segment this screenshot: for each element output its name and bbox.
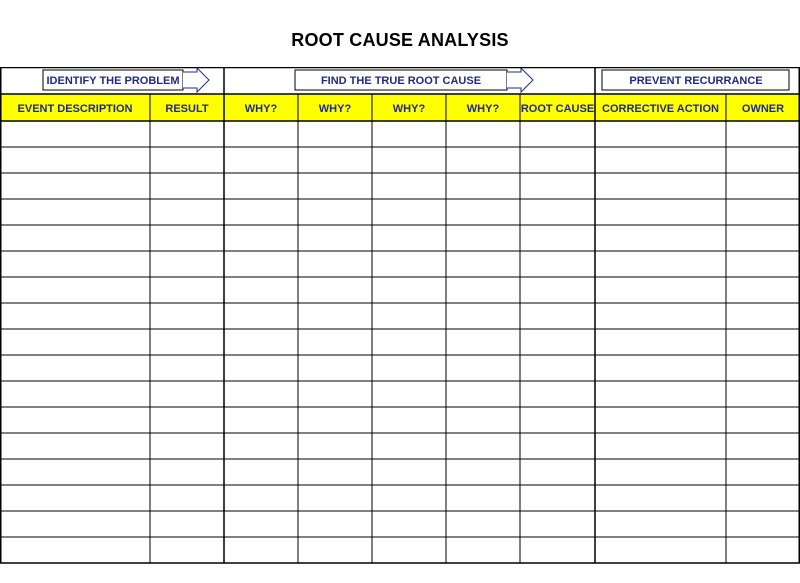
- table-cell[interactable]: [521, 408, 594, 432]
- column-header-why: WHY?: [466, 103, 500, 115]
- table-cell[interactable]: [225, 278, 297, 302]
- table-cell[interactable]: [225, 408, 297, 432]
- table-cell[interactable]: [373, 278, 445, 302]
- table-cell[interactable]: [521, 538, 594, 562]
- table-cell[interactable]: [596, 460, 725, 484]
- table-cell[interactable]: [151, 434, 223, 458]
- table-cell[interactable]: [373, 148, 445, 172]
- table-cell[interactable]: [373, 382, 445, 406]
- table-cell[interactable]: [447, 122, 519, 146]
- table-cell[interactable]: [1, 278, 149, 302]
- grid-lines: [0, 67, 800, 563]
- table-cell[interactable]: [225, 356, 297, 380]
- table-cell[interactable]: [727, 512, 799, 536]
- table-cell[interactable]: [151, 304, 223, 328]
- table-cell[interactable]: [596, 356, 725, 380]
- table-cell[interactable]: [727, 226, 799, 250]
- table-cell[interactable]: [1, 512, 149, 536]
- table-cell[interactable]: [447, 330, 519, 354]
- table-cell[interactable]: [447, 486, 519, 510]
- column-header-result: RESULT: [165, 103, 209, 115]
- table-cell[interactable]: [447, 382, 519, 406]
- phase-label-prevent: PREVENT RECURRANCE: [629, 75, 763, 87]
- table-cell[interactable]: [299, 200, 371, 224]
- table-cell[interactable]: [521, 330, 594, 354]
- table-cell[interactable]: [299, 122, 371, 146]
- table-cell[interactable]: [373, 252, 445, 276]
- table-cell[interactable]: [727, 330, 799, 354]
- table-cell[interactable]: [225, 538, 297, 562]
- table-cell[interactable]: [373, 226, 445, 250]
- column-header-why: WHY?: [318, 103, 352, 115]
- table-cell[interactable]: [1, 330, 149, 354]
- table-cell[interactable]: [299, 174, 371, 198]
- table-cell[interactable]: [521, 512, 594, 536]
- table-cell[interactable]: [727, 408, 799, 432]
- table-cell[interactable]: [727, 434, 799, 458]
- table-cell[interactable]: [727, 252, 799, 276]
- table-cell[interactable]: [1, 226, 149, 250]
- table-cell[interactable]: [299, 512, 371, 536]
- table-cell[interactable]: [225, 434, 297, 458]
- table-cell[interactable]: [596, 122, 725, 146]
- table-cell[interactable]: [1, 252, 149, 276]
- phase-label-identify: IDENTIFY THE PROBLEM: [46, 75, 180, 87]
- table-cell[interactable]: [1, 460, 149, 484]
- table-cell[interactable]: [447, 460, 519, 484]
- table-cell[interactable]: [299, 148, 371, 172]
- table-cell[interactable]: [596, 148, 725, 172]
- table-cell[interactable]: [299, 382, 371, 406]
- table-cell[interactable]: [521, 304, 594, 328]
- page-title: ROOT CAUSE ANALYSIS: [291, 30, 509, 50]
- table-cell[interactable]: [373, 304, 445, 328]
- table-cell[interactable]: [1, 356, 149, 380]
- table-cell[interactable]: [299, 486, 371, 510]
- table-cell[interactable]: [373, 460, 445, 484]
- table-cell[interactable]: [151, 226, 223, 250]
- table-cell[interactable]: [447, 252, 519, 276]
- table-cell[interactable]: [151, 460, 223, 484]
- table-cell[interactable]: [1, 434, 149, 458]
- table-cell[interactable]: [151, 252, 223, 276]
- column-header-why: WHY?: [392, 103, 426, 115]
- table-cell[interactable]: [521, 434, 594, 458]
- phase-label-find: FIND THE TRUE ROOT CAUSE: [320, 75, 482, 87]
- table-cell[interactable]: [447, 512, 519, 536]
- table-cell[interactable]: [299, 252, 371, 276]
- table-cell[interactable]: [596, 226, 725, 250]
- table-cell[interactable]: [299, 356, 371, 380]
- table-cell[interactable]: [596, 278, 725, 302]
- column-header-corrective-action: CORRECTIVE ACTION: [602, 103, 719, 115]
- table-cell[interactable]: [299, 304, 371, 328]
- table-cell[interactable]: [727, 174, 799, 198]
- arrow-right-icon: [507, 68, 533, 92]
- table-cell[interactable]: [151, 408, 223, 432]
- table-cell[interactable]: [521, 278, 594, 302]
- table-cell[interactable]: [151, 382, 223, 406]
- table-cell[interactable]: [151, 356, 223, 380]
- table-cell[interactable]: [727, 278, 799, 302]
- table-cell[interactable]: [521, 148, 594, 172]
- table-cell[interactable]: [727, 122, 799, 146]
- table-cell[interactable]: [225, 148, 297, 172]
- table-cell[interactable]: [299, 434, 371, 458]
- table-cell[interactable]: [596, 486, 725, 510]
- table-cell[interactable]: [596, 304, 725, 328]
- table-cell[interactable]: [225, 252, 297, 276]
- table-cell[interactable]: [151, 278, 223, 302]
- table-cell[interactable]: [373, 174, 445, 198]
- table-cell[interactable]: [521, 122, 594, 146]
- table-cell[interactable]: [299, 226, 371, 250]
- column-header-event-description: EVENT DESCRIPTION: [17, 103, 133, 115]
- phase-band: [43, 68, 789, 92]
- table-cell[interactable]: [596, 512, 725, 536]
- table-cell[interactable]: [447, 278, 519, 302]
- table-cell[interactable]: [225, 382, 297, 406]
- table-cell[interactable]: [225, 330, 297, 354]
- table-cell[interactable]: [1, 122, 149, 146]
- table-cell[interactable]: [596, 200, 725, 224]
- table-cell[interactable]: [151, 174, 223, 198]
- table-cell[interactable]: [225, 174, 297, 198]
- table-cell[interactable]: [299, 408, 371, 432]
- table-cell[interactable]: [521, 226, 594, 250]
- table-cell[interactable]: [727, 460, 799, 484]
- table-cell[interactable]: [447, 226, 519, 250]
- table-cell[interactable]: [596, 252, 725, 276]
- table-cell[interactable]: [225, 486, 297, 510]
- table-cell[interactable]: [447, 174, 519, 198]
- table-cell[interactable]: [727, 382, 799, 406]
- table-cell[interactable]: [225, 304, 297, 328]
- table-cell[interactable]: [447, 304, 519, 328]
- table-cell[interactable]: [1, 200, 149, 224]
- table-cell[interactable]: [299, 330, 371, 354]
- table-cell[interactable]: [1, 148, 149, 172]
- table-cell[interactable]: [373, 538, 445, 562]
- table-cell[interactable]: [151, 200, 223, 224]
- column-header-owner: OWNER: [741, 103, 785, 115]
- table-cell[interactable]: [151, 148, 223, 172]
- table-cell[interactable]: [521, 460, 594, 484]
- table-cell[interactable]: [299, 538, 371, 562]
- table-cell[interactable]: [225, 200, 297, 224]
- rca-worksheet: [0, 67, 800, 564]
- table-cell[interactable]: [447, 538, 519, 562]
- table-cell[interactable]: [521, 200, 594, 224]
- table-cell[interactable]: [373, 200, 445, 224]
- table-cell[interactable]: [151, 486, 223, 510]
- column-header-why: WHY?: [244, 103, 278, 115]
- arrow-right-icon: [183, 68, 209, 92]
- table-cell[interactable]: [373, 356, 445, 380]
- table-cell[interactable]: [447, 356, 519, 380]
- table-cell[interactable]: [225, 460, 297, 484]
- table-cell[interactable]: [1, 486, 149, 510]
- table-cell[interactable]: [151, 538, 223, 562]
- table-cell[interactable]: [596, 434, 725, 458]
- table-cell[interactable]: [596, 408, 725, 432]
- table-cell[interactable]: [1, 174, 149, 198]
- table-cell[interactable]: [596, 538, 725, 562]
- table-cell[interactable]: [373, 434, 445, 458]
- rca-table: [0, 67, 800, 564]
- table-cell[interactable]: [521, 356, 594, 380]
- table-cell[interactable]: [299, 278, 371, 302]
- table-cell[interactable]: [373, 330, 445, 354]
- table-cell[interactable]: [596, 382, 725, 406]
- table-cell[interactable]: [727, 148, 799, 172]
- table-cell[interactable]: [1, 408, 149, 432]
- table-cell[interactable]: [447, 200, 519, 224]
- table-cell[interactable]: [225, 512, 297, 536]
- table-cell[interactable]: [373, 122, 445, 146]
- table-cell[interactable]: [447, 434, 519, 458]
- table-cell[interactable]: [373, 486, 445, 510]
- table-cell[interactable]: [521, 486, 594, 510]
- table-cell[interactable]: [225, 226, 297, 250]
- table-cell[interactable]: [596, 330, 725, 354]
- table-cell[interactable]: [299, 460, 371, 484]
- table-cell[interactable]: [373, 512, 445, 536]
- table-cell[interactable]: [727, 356, 799, 380]
- table-cell[interactable]: [1, 304, 149, 328]
- table-cell[interactable]: [447, 148, 519, 172]
- table-cell[interactable]: [521, 174, 594, 198]
- table-cell[interactable]: [727, 200, 799, 224]
- table-cell[interactable]: [447, 408, 519, 432]
- table-cell[interactable]: [596, 174, 725, 198]
- table-cell[interactable]: [151, 330, 223, 354]
- table-cell[interactable]: [1, 382, 149, 406]
- table-cell[interactable]: [727, 304, 799, 328]
- table-cell[interactable]: [727, 538, 799, 562]
- table-cell[interactable]: [727, 486, 799, 510]
- column-header-root-cause: ROOT CAUSE: [520, 103, 595, 115]
- table-cell[interactable]: [225, 122, 297, 146]
- table-cell[interactable]: [373, 408, 445, 432]
- table-cell[interactable]: [151, 122, 223, 146]
- table-cell[interactable]: [151, 512, 223, 536]
- table-cell[interactable]: [521, 382, 594, 406]
- table-cell[interactable]: [521, 252, 594, 276]
- table-cell[interactable]: [1, 538, 149, 562]
